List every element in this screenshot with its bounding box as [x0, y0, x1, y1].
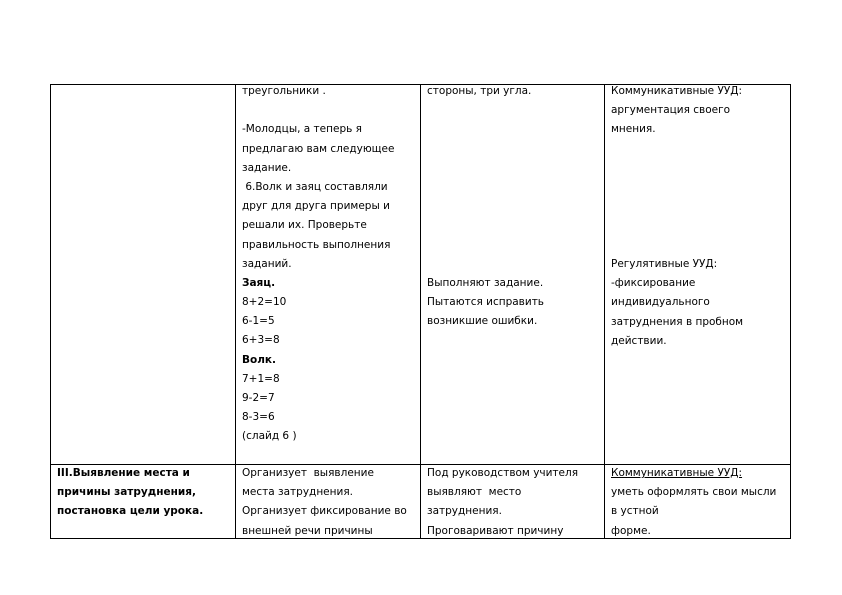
text-line: -фиксирование: [611, 277, 696, 290]
text-line: -Молодцы, а теперь я: [242, 123, 362, 136]
row2-stage-title: [57, 464, 203, 522]
uud-heading: Коммуникативные УУД:: [611, 467, 743, 479]
text-line: Под руководством учителя: [427, 467, 579, 479]
text-line: аргументация своего: [611, 104, 731, 117]
equation: 7+1=8: [242, 372, 280, 385]
row2-uud-cell: [611, 464, 776, 541]
text-line: мнения.: [611, 123, 656, 136]
text-line: Проговаривают причину: [427, 524, 564, 537]
text-line: индивидуального: [611, 296, 710, 309]
row2-students-cell: [427, 464, 578, 541]
text-line: решали их. Проверьте: [242, 219, 367, 232]
text-line: друг для друга примеры и: [242, 200, 390, 213]
text-line: [242, 101, 394, 120]
text-line: предлагаю вам следующее: [242, 142, 395, 155]
wolf-label: Волк.: [242, 353, 277, 366]
text-line: форме.: [611, 524, 651, 537]
text-line: Коммуникативные УУД:: [611, 85, 743, 97]
row1-students-cell: [427, 82, 531, 101]
text-line: 6.Волк и заяц составляли: [242, 180, 388, 193]
row1-uud-regulative: [611, 255, 743, 351]
column-divider: [604, 84, 605, 539]
text-line: Пытаются исправить: [427, 296, 544, 309]
text-line: возникшие ошибки.: [427, 315, 538, 328]
text-line: места затруднения.: [242, 486, 353, 499]
text-line: затруднения.: [427, 505, 502, 518]
text-line: внешней речи причины: [242, 524, 373, 537]
row1-activity-cell: [242, 82, 394, 447]
text-line: действии.: [611, 334, 667, 347]
text-line: Организует фиксирование во: [242, 505, 407, 518]
text-line: в устной: [611, 505, 659, 518]
text-line: заданий.: [242, 257, 292, 270]
text-line: III.Выявление места и: [57, 467, 190, 479]
text-line: причины затруднения,: [57, 486, 196, 499]
slide-reference: (слайд 6 ): [242, 430, 297, 443]
row1-students-task: [427, 274, 544, 332]
equation: 9-2=7: [242, 392, 275, 404]
column-divider: [235, 84, 236, 539]
hare-label: Заяц.: [242, 276, 276, 289]
equation: 8+2=10: [242, 296, 287, 309]
text-line: правильность выполнения: [242, 238, 391, 251]
text-line: Организует выявление: [242, 467, 374, 479]
equation: 8-3=6: [242, 411, 275, 424]
text-line: выявляют место: [427, 486, 522, 499]
text-line: уметь оформлять свои мысли: [611, 486, 777, 499]
text-line: треугольники .: [242, 85, 326, 97]
column-divider: [420, 84, 421, 539]
equation: 6+3=8: [242, 334, 280, 347]
row2-teacher-cell: [242, 464, 407, 541]
text-line: Выполняют задание.: [427, 277, 544, 289]
text-line: стороны, три угла.: [427, 85, 532, 97]
equation: 6-1=5: [242, 315, 275, 328]
row1-uud-communicative: [611, 82, 742, 140]
text-line: Регулятивные УУД:: [611, 258, 718, 270]
text-line: затруднения в пробном: [611, 315, 744, 328]
text-line: постановка цели урока.: [57, 505, 204, 518]
text-line: задание.: [242, 161, 292, 174]
